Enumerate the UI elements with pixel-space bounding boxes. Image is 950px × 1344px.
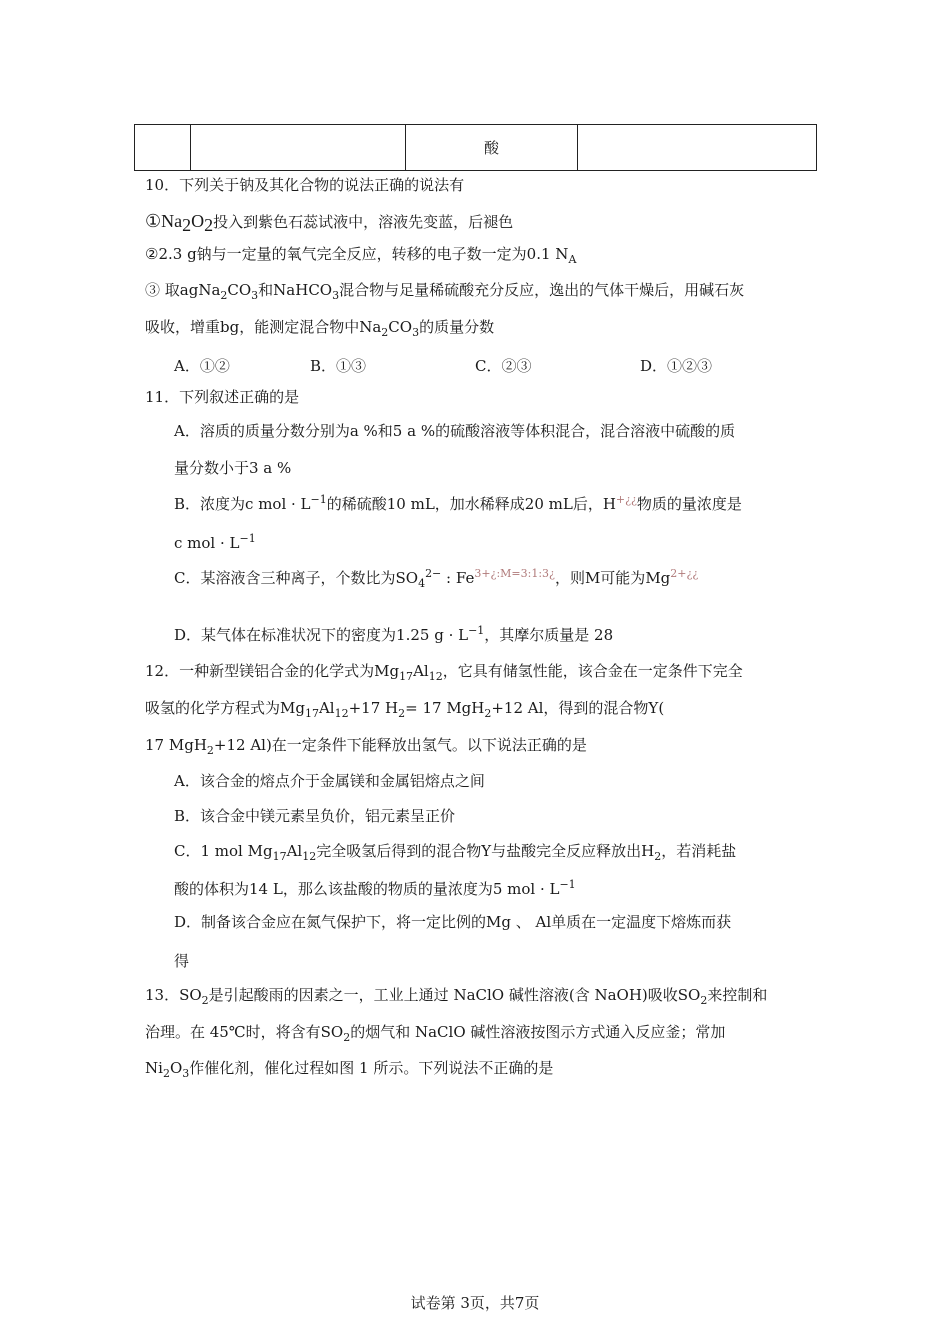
q11-option-c: C．某溶液含三种离子，个数比为$SO_4^{2-}$ : $Fe^{3+¿:M=3:1:3¿}$，则M可能为$Mg^{2+¿¿}$ <box>174 567 699 590</box>
q13-stem-cont-2: $Ni_2O_3$作催化剂，催化过程如图 1 所示。下列说法不正确的是 <box>145 1059 554 1080</box>
q10-statement-3-cont: 吸收，增重bg，能测定混合物中$Na_2CO_3$的质量分数 <box>145 318 495 339</box>
table-cell-acid: 酸 <box>406 125 578 171</box>
q10-statement-1: $①Na_2O_2$投入到紫色石蕊试液中，溶液先变蓝，后褪色 <box>145 211 514 235</box>
page-footer: 试卷第 3页，共7页 <box>410 1294 540 1312</box>
q12-option-c: C．1 mol $Mg_{17}Al_{12}$完全吸氢后得到的混合物Y与盐酸完全反应释放出$H_2$，若消耗盐 <box>174 842 737 863</box>
q10-statement-2: ②2.3 g钠与一定量的氧气完全反应，转移的电子数一定为0.1 $N_A$ <box>145 245 577 266</box>
q10-option-b: B．①③ <box>310 357 367 375</box>
q11-option-d: D．某气体在标准状况下的密度为1.25 $g \cdot L^{-1}$，其摩尔质量是 28 <box>174 624 614 644</box>
q12-stem: 12．一种新型镁铝合金的化学式为$Mg_{17}Al_{12}$，它具有储氢性能，该合金在一定条件下完全 <box>145 662 743 683</box>
q10-stem: 10．下列关于钠及其化合物的说法正确的说法有 <box>145 176 465 194</box>
q10-statement-3: ③ 取$agNa_2CO_3$和NaHCO$_3$混合物与足量稀硫酸充分反应，逸出的气体干燥后，用碱石灰 <box>145 281 745 302</box>
q11-option-b: B．浓度为c mol · $L^{-1}$的稀硫酸10 mL，加水稀释成20 mL后，H+¿¿物质的量浓度是 <box>174 493 742 513</box>
q11-option-b-cont: c mol · $L^{-1}$ <box>174 532 256 552</box>
q13-stem-cont-1: 治理。在 45℃时，将含有$SO_2$的烟气和 NaClO 碱性溶液按图示方式通入反应釜；常加 <box>145 1023 726 1044</box>
q10-option-c: C．②③ <box>475 357 532 375</box>
q10-option-d: D．①②③ <box>640 357 713 375</box>
q12-option-d-cont: 得 <box>174 952 190 970</box>
q12-stem-cont: 17 MgH$_2$+12 Al)在一定条件下能释放出氢气。以下说法正确的是 <box>145 736 587 757</box>
q12-equation: 吸氢的化学方程式为$Mg_{17}Al_{12}+17$ $H_2= 17$ MgH$_2$+12 Al，得到的混合物Y( <box>145 699 665 720</box>
q10-option-a: A．①② <box>174 357 230 375</box>
q12-option-c-cont: 酸的体积为14 L，那么该盐酸的物质的量浓度为5 mol · $L^{-1}$ <box>174 878 576 898</box>
q12-option-d: D．制备该合金应在氮气保护下，将一定比例的Mg 、 Al单质在一定温度下熔炼而获 <box>174 913 732 931</box>
q11-stem: 11．下列叙述正确的是 <box>145 388 300 406</box>
q13-stem: 13．$SO_2$是引起酸雨的因素之一，工业上通过 NaClO 碱性溶液(含 NaOH)吸收$SO_2$来控制和 <box>145 986 768 1007</box>
q12-option-b: B．该合金中镁元素呈负价，铝元素呈正价 <box>174 807 456 825</box>
q11-option-a: A．溶质的质量分数分别为a %和5 a %的硫酸溶液等体积混合，混合溶液中硫酸的质 <box>174 422 736 440</box>
q11-option-a-cont: 量分数小于3 a % <box>174 459 292 477</box>
table-cell <box>578 125 817 171</box>
q12-option-a: A．该合金的熔点介于金属镁和金属铝熔点之间 <box>174 772 485 790</box>
table-cell <box>191 125 406 171</box>
table-cell <box>135 125 191 171</box>
answer-table-fragment <box>134 124 817 171</box>
